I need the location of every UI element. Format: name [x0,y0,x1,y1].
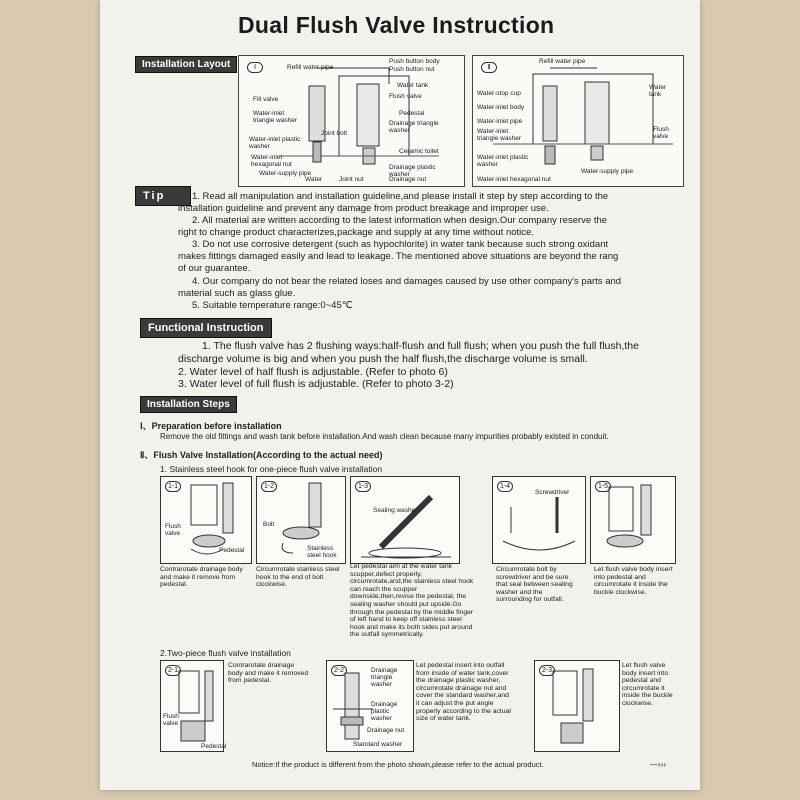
instruction-sheet [100,0,700,790]
preparation-text: Remove the old fittings and wash tank before installation.And wash clean because many impurities probably existed in conduit. [160,432,609,441]
functional-line-0: 1. The flush valve has 2 flushing ways:half-flush and full flush; when you push the full flush,the [202,340,639,352]
one-piece-title: 1. Stainless steel hook for one-piece flush valve installation [160,464,383,474]
step-1-2-label-bolt: Bolt [263,521,275,528]
diagram-1-label-7: Pedestal [399,110,425,117]
tip-line-4: 3. Do not use corrosive detergent (such as hypochlorite) in water tank because such strong oxidant [192,239,609,250]
diagram-1-label-2: Push button nut [389,66,435,73]
diagram-2-label-8: Water-supply pipe [581,168,634,175]
tip-line-7: 4. Our company do not bear the related loses and damages caused by use other company's parts and [192,276,622,287]
tip-line-9: 5. Suitable temperature range:0~45℃ [192,300,353,311]
step-1-3-label-sealing-washer: Sealing washer [373,507,418,514]
diagram-2-label-0: Refill water pipe [539,58,586,65]
step-2-1-label-pedestal: Pedestal [201,743,227,750]
preparation-title: Ⅰ、Preparation before installation [140,421,282,431]
diagram-1-label-14: Water-supply pipe [259,170,312,177]
diagram-1-label-13: Drainage plastic washer [389,164,436,178]
step-2-3-figure [534,660,620,752]
step-2-1-number: 2-1 [165,665,181,676]
step-2-3-caption: Let flush valve body insert into pedestal and circumrotate it inside the buckle clockwise. [622,662,673,707]
installation-steps-tag: Installation Steps [140,396,237,413]
diagram-1-label-12: Water-inlet hexagonal nut [251,154,292,168]
diagram-1-label-16: Joint nut [339,176,364,183]
diagram-1-label-5: Fill valve [253,96,279,103]
step-2-2-label-triangle-washer: Drainage triangle washer [371,667,398,688]
step-1-4-label-screwdriver: Screwdriver [535,489,570,496]
layout-diagram-2 [472,55,684,187]
functional-line-1: discharge volume is big and when you push the half flush,the discharge volume is small. [178,353,588,365]
notice-text: Notice:If the product is different from the photo shown,please refer to the actual product. [252,760,544,769]
step-1-2-label-hook: Stainless steel hook [307,545,337,559]
tip-line-8: material such as glass glue. [178,288,296,299]
step-1-1-number: 1-1 [165,481,181,492]
tip-line-0: 1. Read all manipulation and installation guideline,and please install it step by step according to the [192,191,609,202]
step-2-2-number: 2-2 [331,665,347,676]
functional-instruction-tag: Functional Instruction [140,318,272,338]
step-1-3-number: 1-3 [355,481,371,492]
diagram-2-label-9: Water-inlet hexagonal nut [477,176,551,183]
diagram-1-label-8: Drainage triangle washer [389,120,439,134]
step-1-5-figure [590,476,676,564]
diagram-2-label-3: Water-inlet body [477,104,525,111]
diagram-1-label-11: Ceramic toilet [399,148,439,155]
step-1-4-number: 1-4 [497,481,513,492]
step-1-1-label-pedestal: Pedestal [219,547,245,554]
diagram-1-label-15: Water [305,176,323,183]
diagram-2-label-4: Water-inlet pipe [477,118,523,125]
diagram-2-label-1: Water tank [649,84,667,98]
step-2-2-label-plastic-washer: Drainage plastic washer [371,701,398,722]
functional-line-3: 3. Water level of full flush is adjustable. (Refer to photo 3-2) [178,378,454,390]
step-1-3-figure [350,476,460,564]
continue-arrow: —››› [650,760,666,769]
diagram-1-label-3: Water tank [397,82,429,89]
diagram-2-label-6: Flush valve [653,126,669,140]
diagram-2-label-2: Water-stop cup [477,90,521,97]
step-1-4-caption: Circumrotate bolt by screwdriver and be sure that seal between sealing washer and the surrounding for outfall. [496,566,573,604]
layout-diagram-1 [238,55,465,187]
step-1-1-caption: Contrarotate drainage body and make it remove from pedestal. [160,566,243,589]
step-1-4-figure [492,476,586,564]
diagram-1-label-1: Push button body [389,58,440,65]
functional-line-2: 2. Water level of half flush is adjustable. (Refer to photo 6) [178,366,448,378]
tip-line-5: makes fittings damaged easily and lead to leakage. The mentioned above situations are beyond the rang [178,251,619,262]
step-1-5-caption: Let flush valve body insert into pedestal and circumrotate it inside the buckle clockwise. [594,566,673,596]
diagram-2-label-5: Water-inlet triangle washer [477,128,522,142]
diagram-2-label-7: Water-inlet plastic washer [477,154,529,168]
diagram-1-label-6: Water-inlet triangle washer [253,110,298,124]
step-1-2-number: 1-2 [261,481,277,492]
tip-line-2: 2. All material are written according to the latest information when design.Our company reserve the [192,215,608,226]
two-piece-title: 2.Two-piece flush valve installation [160,648,291,658]
step-2-1-figure [160,660,227,752]
diagram-1-label-9: Water-inlet plastic washer [249,136,301,150]
step-1-1-figure [160,476,252,564]
step-2-2-label-standard-washer: Standard washer [353,741,403,748]
step-2-2-figure [326,660,414,752]
step-2-1-label-flush-valve: Flush valve [163,713,179,727]
step-2-3-number: 2-3 [539,665,555,676]
diagram-1-label-10: Joint bolt [321,130,348,137]
step-1-3-caption: Let pedestal aim at the water tank scupper,defect properly, circumrotate,and,the stainless steel hook can reach the scupper downside,then,revise the pedestal, the sealing washer should put upside.Go through the pedestal by the middle finger of left hand to keep off stainless steel hook and make its both sides put around the outfall symmetrically. [350,563,474,639]
diagram-1-label-17: Drainage nut [389,176,427,183]
step-1-5-number: 1-5 [595,481,611,492]
document-title: Dual Flush Valve Instruction [238,12,555,38]
diagram-1-label-0: Refill water pipe [287,64,334,71]
tip-line-3: right to change product characterizes,package and supply at any time without notice. [178,227,534,238]
step-2-2-caption: Let pedestal insert into outfall from inside of water tank,cover the drainage plastic washer, circumrotate drainage nut and cover the standard washer,and it can adjust the put angle properly according to the actual size of water tank. [416,662,511,723]
step-2-2-label-drainage-nut: Drainage nut [367,727,405,734]
installation-layout-tag: Installation Layout [135,56,237,73]
step-1-1-label-flush-valve: Flush valve [165,523,181,537]
tip-line-6: of our guarantee. [178,263,251,274]
tip-tag: Tip [135,186,191,206]
diagram-1-label-4: Flush valve [389,93,422,100]
tip-line-1: installation guideline and prevent any damage from product breakage and improper use. [178,203,549,214]
flush-valve-installation-title: Ⅱ、Flush Valve Installation(According to the actual need) [140,450,383,460]
diagram-1-number: Ⅰ [247,62,263,73]
step-1-2-caption: Circumrotate stainless steel hook to the end of bolt clockwise. [256,566,340,589]
step-1-2-figure [256,476,346,564]
step-2-1-caption: Contrarotate drainage body and make it removed from pedestal. [228,662,309,685]
diagram-2-number: Ⅱ [481,62,497,73]
